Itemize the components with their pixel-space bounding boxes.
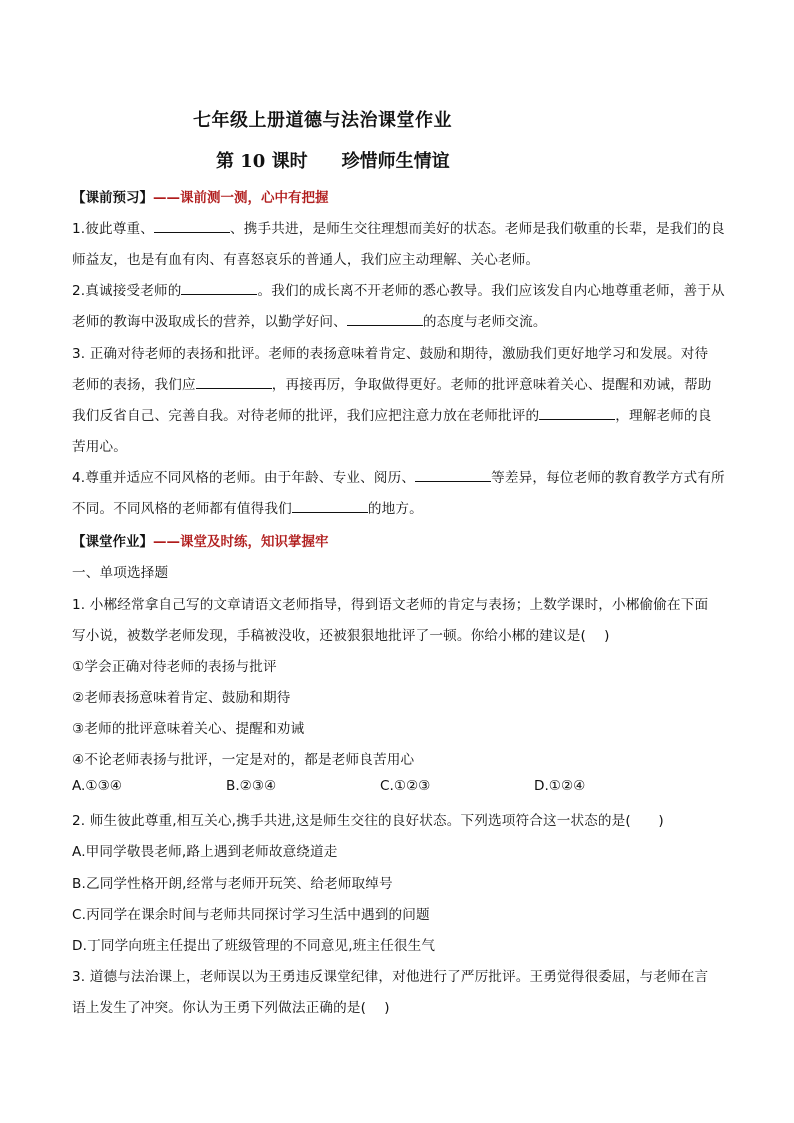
- preview-line-2: 师益友，也是有血有肉、有喜怒哀乐的普通人，我们应主动理解、关心老师。: [72, 252, 540, 268]
- fill-blank-2[interactable]: [181, 282, 257, 295]
- fill-blank-6[interactable]: [415, 469, 491, 482]
- q2-option-a[interactable]: A.甲同学敬畏老师,路上遇到老师故意绕道走: [72, 844, 338, 860]
- fill-blank-4[interactable]: [196, 376, 272, 389]
- fill-blank-1[interactable]: [154, 220, 230, 233]
- preview-line-3: 2.真诚接受老师的 。我们的成长离不开老师的悉心教导。我们应该发自内心地尊重老师，善于从: [72, 283, 725, 299]
- preview-line-1: 1.彼此尊重、 、携手共进，是师生交往理想而美好的状态。老师是我们敬重的长辈，是我们的良: [72, 221, 725, 237]
- q1-option-c[interactable]: C.①②③: [380, 778, 431, 794]
- q2-option-d[interactable]: D.丁同学向班主任提出了班级管理的不同意见,班主任很生气: [72, 938, 436, 954]
- fill-blank-3[interactable]: [347, 313, 423, 326]
- document-title: 七年级上册道德与法治课堂作业: [193, 110, 452, 131]
- q1-statement-4: ④不论老师表扬与批评，一定是对的，都是老师良苦用心: [72, 752, 415, 768]
- section-single-choice: 一、单项选择题: [72, 565, 169, 581]
- q1-option-a[interactable]: A.①③④: [72, 778, 122, 794]
- q2-option-c[interactable]: C.丙同学在课余时间与老师共同探讨学习生活中遇到的问题: [72, 907, 430, 923]
- lesson-heading: [216, 147, 450, 173]
- lesson-name: 珍惜师生情谊: [341, 151, 450, 172]
- preview-line-9: 4.尊重并适应不同风格的老师。由于年龄、专业、阅历、 等差异，每位老师的教育教学方式有所: [72, 470, 725, 486]
- fill-blank-5[interactable]: [539, 407, 615, 420]
- q1-option-b[interactable]: B.②③④: [226, 778, 277, 794]
- preview-subtitle: ——课前测一测，心中有把握: [153, 190, 329, 206]
- homework-subtitle: ——课堂及时练，知识掌握牢: [153, 534, 329, 550]
- homework-section-header: [72, 530, 329, 550]
- preview-line-5: 3. 正确对待老师的表扬和批评。老师的表扬意味着肯定、鼓励和期待，激励我们更好地学习和发展。对待: [72, 346, 709, 362]
- preview-header: 【课前预习】: [72, 190, 153, 206]
- q1-statement-1: ①学会正确对待老师的表扬与批评: [72, 659, 277, 675]
- q1-statement-3: ③老师的批评意味着关心、提醒和劝诫: [72, 721, 305, 737]
- q1-option-d[interactable]: D.①②④: [534, 778, 586, 794]
- preview-line-8: 苦用心。: [72, 439, 127, 455]
- homework-header: 【课堂作业】: [72, 534, 153, 550]
- q3-stem-line-2: 语上发生了冲突。你认为王勇下列做法正确的是( ): [72, 1000, 390, 1016]
- preview-line-7: 我们反省自己、完善自我。对待老师的批评，我们应把注意力放在老师批评的 ，理解老师的良: [72, 408, 712, 424]
- lesson-number: 第 10 课时: [216, 151, 308, 172]
- q1-stem-line-1: 1. 小郴经常拿自己写的文章请语文老师指导，得到语文老师的肯定与表扬；上数学课时，小郴偷偷在下面: [72, 597, 709, 613]
- preview-line-4: 老师的教诲中汲取成长的营养，以勤学好问、 的态度与老师交流。: [72, 314, 547, 330]
- q2-option-b[interactable]: B.乙同学性格开朗,经常与老师开玩笑、给老师取绰号: [72, 876, 393, 892]
- q1-statement-2: ②老师表扬意味着肯定、鼓励和期待: [72, 690, 291, 706]
- fill-blank-7[interactable]: [292, 500, 368, 513]
- preview-line-10: 不同。不同风格的老师都有值得我们 的地方。: [72, 501, 423, 517]
- q3-stem-line-1: 3. 道德与法治课上，老师误以为王勇违反课堂纪律，对他进行了严厉批评。王勇觉得很委屈，与老师在言: [72, 969, 709, 985]
- preview-section-header: [72, 186, 329, 206]
- q1-stem-line-2: 写小说，被数学老师发现，手稿被没收，还被狠狠地批评了一顿。你给小郴的建议是( ): [72, 628, 610, 644]
- q2-stem: 2. 师生彼此尊重,相互关心,携手共进,这是师生交往的良好状态。下列选项符合这一状态的是( ): [72, 813, 664, 829]
- preview-line-6: 老师的表扬，我们应 ，再接再厉，争取做得更好。老师的批评意味着关心、提醒和劝诫，帮助: [72, 377, 712, 393]
